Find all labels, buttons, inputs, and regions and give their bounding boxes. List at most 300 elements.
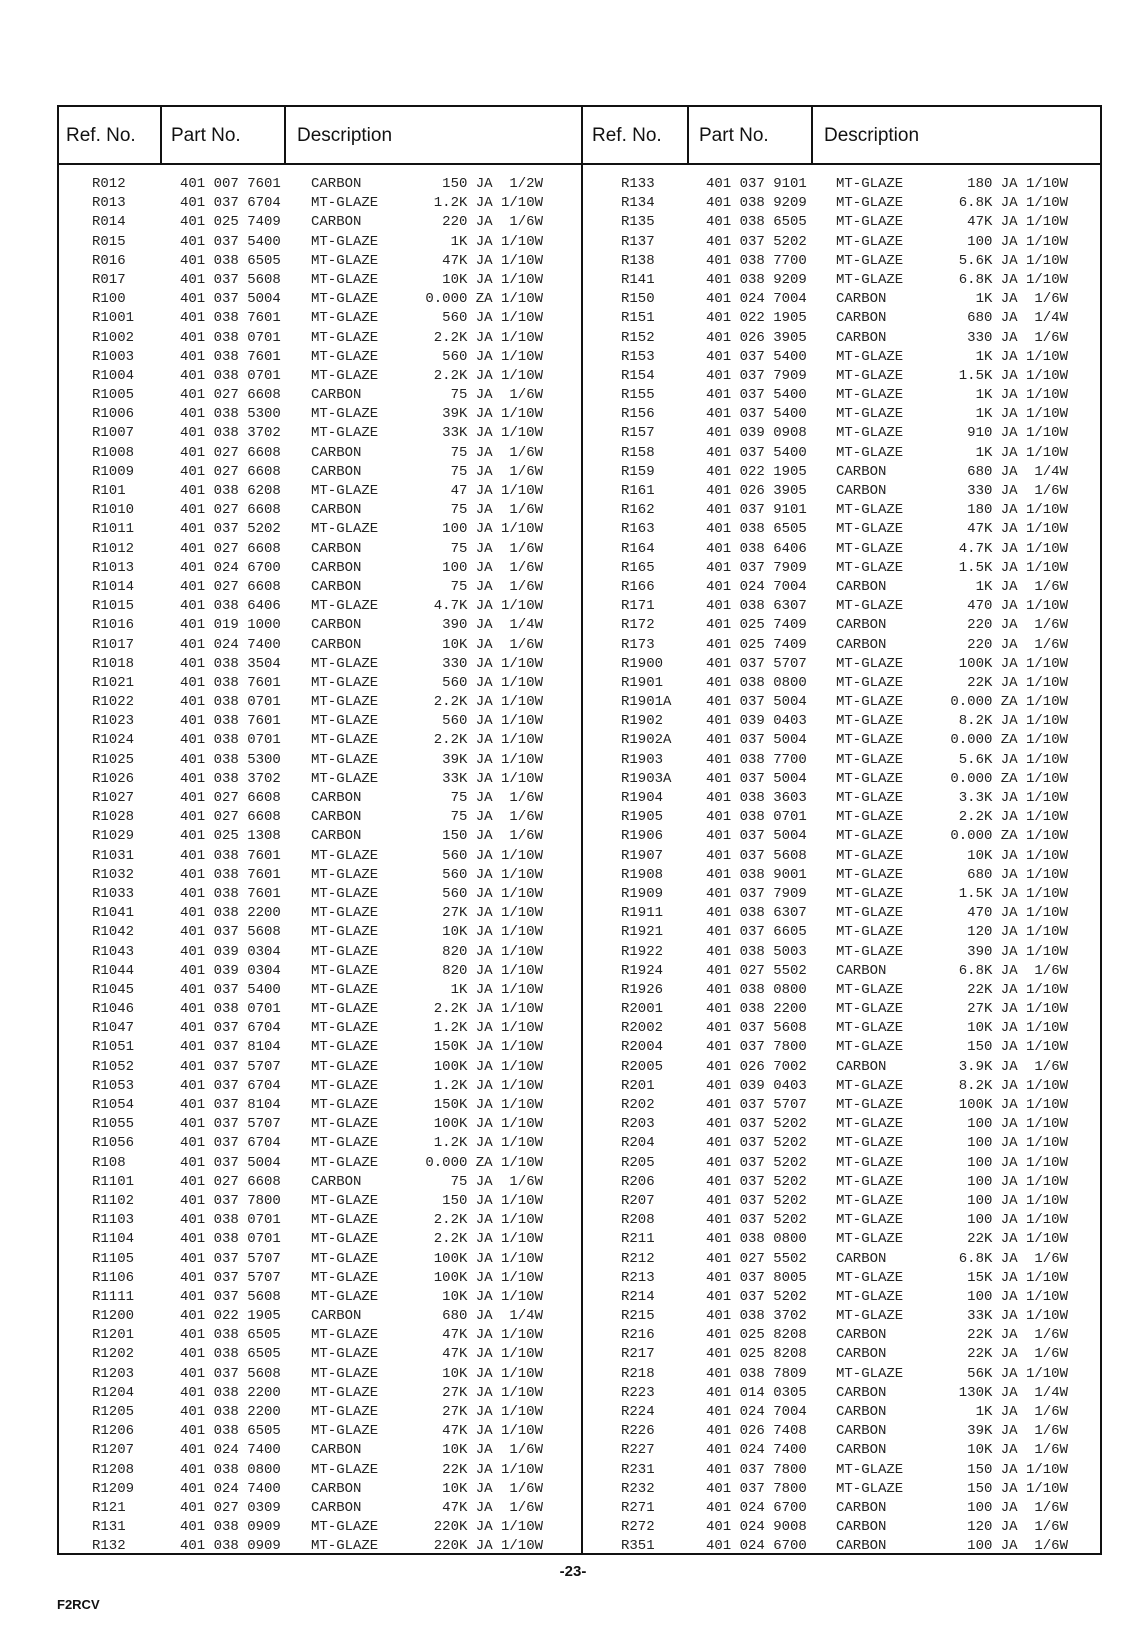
left-value: 47K JA 1/10W [442,1423,543,1440]
right-type: CARBON [836,1538,887,1555]
right-type: MT-GLAZE [836,694,904,711]
right-type: MT-GLAZE [836,502,904,519]
left-ref-no: R1046 [92,1001,135,1018]
left-type: MT-GLAZE [311,1020,379,1037]
left-part-no: 401 038 2200 [180,1384,281,1401]
right-ref-no: R1924 [621,962,664,979]
right-part-no: 401 038 9001 [706,866,807,883]
left-type: MT-GLAZE [311,1250,379,1267]
table-row [59,1038,1100,1057]
right-type: MT-GLAZE [836,1039,904,1056]
right-part-no: 401 024 6700 [706,1499,807,1516]
right-value: 100 JA 1/10W [967,233,1068,250]
left-value: 75 JA 1/6W [450,387,543,404]
right-type: MT-GLAZE [836,252,904,269]
table-row [59,1326,1100,1345]
right-part-no: 401 037 5004 [706,732,807,749]
table-row [59,424,1100,443]
right-value: 470 JA 1/10W [967,905,1068,922]
table-row [59,329,1100,348]
right-value: 8.2K JA 1/10W [958,1077,1068,1094]
right-ref-no: R1905 [621,809,664,826]
right-part-no: 401 037 5202 [706,1192,807,1209]
left-part-no: 401 007 7601 [180,176,281,192]
left-part-no: 401 038 0701 [180,732,281,749]
left-value: 1.2K JA 1/10W [433,1020,543,1037]
left-ref-no: R1056 [92,1135,135,1152]
left-type: MT-GLAZE [311,1404,379,1420]
right-type: MT-GLAZE [836,713,904,730]
right-part-no: 401 038 6505 [706,214,807,231]
left-value: 220K JA 1/10W [433,1538,543,1555]
left-type: CARBON [311,540,362,557]
left-ref-no: R017 [92,271,126,288]
right-value: 0.000 ZA 1/10W [950,770,1068,787]
right-part-no: 401 039 0908 [706,425,807,442]
right-type: MT-GLAZE [836,674,904,691]
left-value: 0.000 ZA 1/10W [425,291,543,308]
table-row [59,482,1100,501]
right-ref-no: R218 [621,1365,655,1382]
right-type: MT-GLAZE [836,1077,904,1094]
left-value: 0.000 ZA 1/10W [425,1154,543,1171]
left-part-no: 401 038 7601 [180,866,281,883]
right-value: 120 JA 1/6W [967,1519,1068,1536]
left-ref-no: R1023 [92,713,135,730]
right-value: 1.5K JA 1/10W [958,885,1068,902]
left-part-no: 401 024 7400 [180,1442,281,1459]
table-row [59,770,1100,789]
left-type: MT-GLAZE [311,233,379,250]
left-value: 100K JA 1/10W [433,1269,543,1286]
right-value: 10K JA 1/10W [967,1020,1068,1037]
left-ref-no: R1008 [92,444,135,461]
table-row [59,1307,1100,1326]
right-type: CARBON [836,1499,887,1516]
left-part-no: 401 038 6208 [180,483,281,499]
left-type: MT-GLAZE [311,905,379,922]
left-value: 560 JA 1/10W [442,348,543,365]
right-value: 8.2K JA 1/10W [958,713,1068,730]
right-part-no: 401 037 5608 [706,1020,807,1037]
left-ref-no: R012 [92,176,126,192]
right-value: 56K JA 1/10W [967,1365,1068,1382]
right-ref-no: R224 [621,1404,655,1420]
right-part-no: 401 038 9209 [706,195,807,212]
left-type: MT-GLAZE [311,1288,379,1305]
right-type: CARBON [836,1519,887,1536]
left-ref-no: R1054 [92,1097,135,1113]
right-value: 100 JA 1/10W [967,1154,1068,1171]
left-part-no: 401 037 5707 [180,1116,281,1133]
left-part-no: 401 037 5202 [180,521,281,538]
right-part-no: 401 024 7004 [706,291,807,308]
table-row [59,655,1100,674]
left-part-no: 401 038 0701 [180,694,281,711]
right-value: 680 JA 1/4W [967,310,1068,327]
right-value: 4.7K JA 1/10W [958,540,1068,557]
table-row [59,252,1100,271]
left-type: MT-GLAZE [311,1538,379,1555]
right-type: MT-GLAZE [836,1001,904,1018]
right-ref-no: R201 [621,1077,655,1094]
left-ref-no: R1028 [92,809,135,826]
table-row [59,847,1100,866]
left-ref-no: R1200 [92,1308,135,1325]
table-row [59,1154,1100,1173]
right-ref-no: R151 [621,310,655,327]
left-value: 47 JA 1/10W [450,483,543,499]
left-type: MT-GLAZE [311,252,379,269]
left-type: MT-GLAZE [311,751,379,768]
right-ref-no: R214 [621,1288,655,1305]
left-type: MT-GLAZE [311,1327,379,1344]
right-type: MT-GLAZE [836,1480,904,1497]
table-row [59,674,1100,693]
right-value: 6.8K JA 1/10W [958,195,1068,212]
right-type: CARBON [836,310,887,327]
right-ref-no: R155 [621,387,655,404]
left-value: 1.2K JA 1/10W [433,195,543,212]
right-value: 6.8K JA 1/6W [958,962,1068,979]
left-part-no: 401 037 7800 [180,1192,281,1209]
left-part-no: 401 038 0909 [180,1519,281,1536]
right-value: 910 JA 1/10W [967,425,1068,442]
right-ref-no: R135 [621,214,655,231]
left-type: CARBON [311,1308,362,1325]
right-ref-no: R208 [621,1212,655,1229]
table-row [59,1096,1100,1115]
left-value: 10K JA 1/10W [442,1365,543,1382]
right-value: 10K JA 1/6W [967,1442,1068,1459]
right-ref-no: R134 [621,195,655,212]
left-value: 150 JA 1/10W [442,1192,543,1209]
left-value: 220 JA 1/6W [442,214,543,231]
left-ref-no: R1101 [92,1173,135,1190]
right-ref-no: R202 [621,1097,655,1113]
left-type: MT-GLAZE [311,1365,379,1382]
left-value: 2.2K JA 1/10W [433,1231,543,1248]
table-row [59,520,1100,539]
right-type: MT-GLAZE [836,866,904,883]
right-part-no: 401 027 5502 [706,1250,807,1267]
header-ref-no-right: Ref. No. [592,125,662,146]
left-type: MT-GLAZE [311,885,379,902]
header-divider [59,163,1100,165]
right-part-no: 401 038 9209 [706,271,807,288]
table-row [59,866,1100,885]
table-row [59,597,1100,616]
left-type: CARBON [311,828,362,845]
left-value: 820 JA 1/10W [442,943,543,960]
table-row [59,923,1100,942]
right-part-no: 401 038 2200 [706,1001,807,1018]
right-type: MT-GLAZE [836,1212,904,1229]
left-value: 560 JA 1/10W [442,713,543,730]
right-value: 100K JA 1/10W [958,1097,1068,1113]
left-part-no: 401 022 1905 [180,1308,281,1325]
right-part-no: 401 037 7800 [706,1461,807,1478]
right-type: MT-GLAZE [836,406,904,423]
right-type: MT-GLAZE [836,559,904,576]
left-part-no: 401 037 6704 [180,195,281,212]
left-part-no: 401 027 6608 [180,578,281,595]
right-value: 22K JA 1/10W [967,1231,1068,1248]
left-type: CARBON [311,1442,362,1459]
left-ref-no: R1018 [92,655,135,672]
left-type: MT-GLAZE [311,1423,379,1440]
left-type: MT-GLAZE [311,521,379,538]
left-ref-no: R1009 [92,463,135,480]
right-ref-no: R217 [621,1346,655,1363]
left-ref-no: R1206 [92,1423,135,1440]
right-value: 2.2K JA 1/10W [958,809,1068,826]
left-type: MT-GLAZE [311,1269,379,1286]
left-type: MT-GLAZE [311,1097,379,1113]
right-type: MT-GLAZE [836,732,904,749]
left-ref-no: R1026 [92,770,135,787]
right-value: 3.9K JA 1/6W [958,1058,1068,1075]
left-ref-no: R1007 [92,425,135,442]
right-ref-no: R1903A [621,770,672,787]
left-ref-no: R131 [92,1519,126,1536]
table-row [59,175,1100,194]
right-ref-no: R204 [621,1135,655,1152]
table-row [59,213,1100,232]
right-part-no: 401 026 7408 [706,1423,807,1440]
model-code: F2RCV [57,1597,100,1612]
left-type: CARBON [311,617,362,634]
right-ref-no: R150 [621,291,655,308]
right-value: 180 JA 1/10W [967,502,1068,519]
right-ref-no: R158 [621,444,655,461]
right-ref-no: R207 [621,1192,655,1209]
right-ref-no: R216 [621,1327,655,1344]
right-ref-no: R1907 [621,847,664,864]
left-part-no: 401 027 6608 [180,463,281,480]
left-ref-no: R1033 [92,885,135,902]
right-ref-no: R138 [621,252,655,269]
left-type: CARBON [311,1499,362,1516]
header-part-no-left: Part No. [171,125,241,146]
left-part-no: 401 038 0701 [180,1231,281,1248]
left-type: CARBON [311,636,362,653]
right-part-no: 401 022 1905 [706,463,807,480]
right-part-no: 401 039 0403 [706,1077,807,1094]
right-part-no: 401 038 0701 [706,809,807,826]
right-type: MT-GLAZE [836,885,904,902]
right-ref-no: R166 [621,578,655,595]
right-ref-no: R1902 [621,713,664,730]
right-value: 10K JA 1/10W [967,847,1068,864]
left-part-no: 401 027 6608 [180,809,281,826]
left-type: MT-GLAZE [311,310,379,327]
right-type: CARBON [836,1423,887,1440]
right-ref-no: R171 [621,598,655,615]
left-value: 220K JA 1/10W [433,1519,543,1536]
right-type: MT-GLAZE [836,1135,904,1152]
left-type: MT-GLAZE [311,1212,379,1229]
left-value: 47K JA 1/10W [442,1327,543,1344]
right-type: MT-GLAZE [836,1288,904,1305]
right-value: 1K JA 1/10W [975,387,1068,404]
left-value: 33K JA 1/10W [442,770,543,787]
left-ref-no: R132 [92,1538,126,1555]
left-ref-no: R1047 [92,1020,135,1037]
right-part-no: 401 038 7700 [706,252,807,269]
right-type: MT-GLAZE [836,924,904,941]
left-ref-no: R1010 [92,502,135,519]
right-value: 0.000 ZA 1/10W [950,694,1068,711]
left-type: MT-GLAZE [311,713,379,730]
left-part-no: 401 038 0909 [180,1538,281,1555]
right-ref-no: R206 [621,1173,655,1190]
right-part-no: 401 026 3905 [706,329,807,346]
right-part-no: 401 038 5003 [706,943,807,960]
right-part-no: 401 038 3702 [706,1308,807,1325]
right-part-no: 401 037 5004 [706,828,807,845]
left-type: MT-GLAZE [311,847,379,864]
left-part-no: 401 037 5608 [180,924,281,941]
left-ref-no: R1205 [92,1404,135,1420]
left-value: 75 JA 1/6W [450,540,543,557]
right-ref-no: R157 [621,425,655,442]
right-part-no: 401 038 7700 [706,751,807,768]
right-value: 120 JA 1/10W [967,924,1068,941]
right-value: 680 JA 1/4W [967,463,1068,480]
right-ref-no: R1908 [621,866,664,883]
right-ref-no: R215 [621,1308,655,1325]
right-type: MT-GLAZE [836,348,904,365]
right-type: MT-GLAZE [836,425,904,442]
left-part-no: 401 038 7601 [180,674,281,691]
right-type: MT-GLAZE [836,1192,904,1209]
right-ref-no: R1904 [621,790,664,806]
table-row [59,1019,1100,1038]
left-value: 75 JA 1/6W [450,502,543,519]
left-part-no: 401 038 6505 [180,1346,281,1363]
left-part-no: 401 027 6608 [180,1173,281,1190]
left-type: CARBON [311,387,362,404]
right-type: CARBON [836,636,887,653]
left-value: 22K JA 1/10W [442,1461,543,1478]
right-ref-no: R232 [621,1480,655,1497]
right-type: MT-GLAZE [836,1269,904,1286]
left-ref-no: R1015 [92,598,135,615]
left-type: MT-GLAZE [311,483,379,499]
right-ref-no: R1900 [621,655,664,672]
left-value: 47K JA 1/10W [442,252,543,269]
right-part-no: 401 037 5400 [706,387,807,404]
right-type: CARBON [836,1404,887,1420]
right-part-no: 401 037 5400 [706,406,807,423]
right-value: 100 JA 1/10W [967,1212,1068,1229]
left-ref-no: R1024 [92,732,135,749]
right-ref-no: R165 [621,559,655,576]
right-value: 150 JA 1/10W [967,1039,1068,1056]
table-row [59,693,1100,712]
table-row [59,386,1100,405]
left-ref-no: R1208 [92,1461,135,1478]
right-value: 22K JA 1/10W [967,674,1068,691]
right-value: 6.8K JA 1/6W [958,1250,1068,1267]
right-ref-no: R1921 [621,924,664,941]
right-type: MT-GLAZE [836,1173,904,1190]
left-type: CARBON [311,214,362,231]
right-value: 470 JA 1/10W [967,598,1068,615]
table-row [59,1365,1100,1384]
left-ref-no: R1014 [92,578,135,595]
left-type: MT-GLAZE [311,981,379,998]
right-type: MT-GLAZE [836,905,904,922]
left-value: 150 JA 1/6W [442,828,543,845]
right-value: 150 JA 1/10W [967,1461,1068,1478]
left-value: 10K JA 1/10W [442,1288,543,1305]
left-part-no: 401 027 6608 [180,790,281,806]
left-value: 47K JA 1/6W [442,1499,543,1516]
left-part-no: 401 037 5608 [180,1365,281,1382]
table-row [59,348,1100,367]
right-part-no: 401 037 5202 [706,1173,807,1190]
right-ref-no: R1902A [621,732,672,749]
left-type: CARBON [311,176,362,192]
left-part-no: 401 037 5707 [180,1269,281,1286]
left-type: MT-GLAZE [311,924,379,941]
left-value: 10K JA 1/10W [442,924,543,941]
left-ref-no: R1207 [92,1442,135,1459]
left-value: 1.2K JA 1/10W [433,1077,543,1094]
left-value: 75 JA 1/6W [450,578,543,595]
right-value: 39K JA 1/6W [967,1423,1068,1440]
table-row [59,1288,1100,1307]
right-type: MT-GLAZE [836,598,904,615]
left-ref-no: R1055 [92,1116,135,1133]
left-part-no: 401 038 3702 [180,770,281,787]
right-type: CARBON [836,578,887,595]
table-row [59,1115,1100,1134]
left-type: MT-GLAZE [311,367,379,384]
left-value: 560 JA 1/10W [442,310,543,327]
left-type: MT-GLAZE [311,732,379,749]
left-value: 1.2K JA 1/10W [433,1135,543,1152]
header-col-divider [284,107,286,163]
left-value: 27K JA 1/10W [442,1404,543,1420]
left-type: MT-GLAZE [311,271,379,288]
right-ref-no: R227 [621,1442,655,1459]
right-type: MT-GLAZE [836,1097,904,1113]
table-row [59,904,1100,923]
right-value: 100K JA 1/10W [958,655,1068,672]
header-col-divider [160,107,162,163]
right-part-no: 401 037 5707 [706,655,807,672]
table-row [59,1441,1100,1460]
right-part-no: 401 037 5004 [706,694,807,711]
right-type: MT-GLAZE [836,655,904,672]
right-part-no: 401 037 9101 [706,502,807,519]
right-part-no: 401 038 0800 [706,674,807,691]
right-value: 150 JA 1/10W [967,1480,1068,1497]
left-ref-no: R016 [92,252,126,269]
left-value: 560 JA 1/10W [442,866,543,883]
left-ref-no: R1002 [92,329,135,346]
right-value: 1K JA 1/6W [975,578,1068,595]
right-part-no: 401 026 7002 [706,1058,807,1075]
left-ref-no: R1043 [92,943,135,960]
left-part-no: 401 038 5300 [180,406,281,423]
left-part-no: 401 038 7601 [180,310,281,327]
table-row [59,1077,1100,1096]
right-value: 220 JA 1/6W [967,636,1068,653]
